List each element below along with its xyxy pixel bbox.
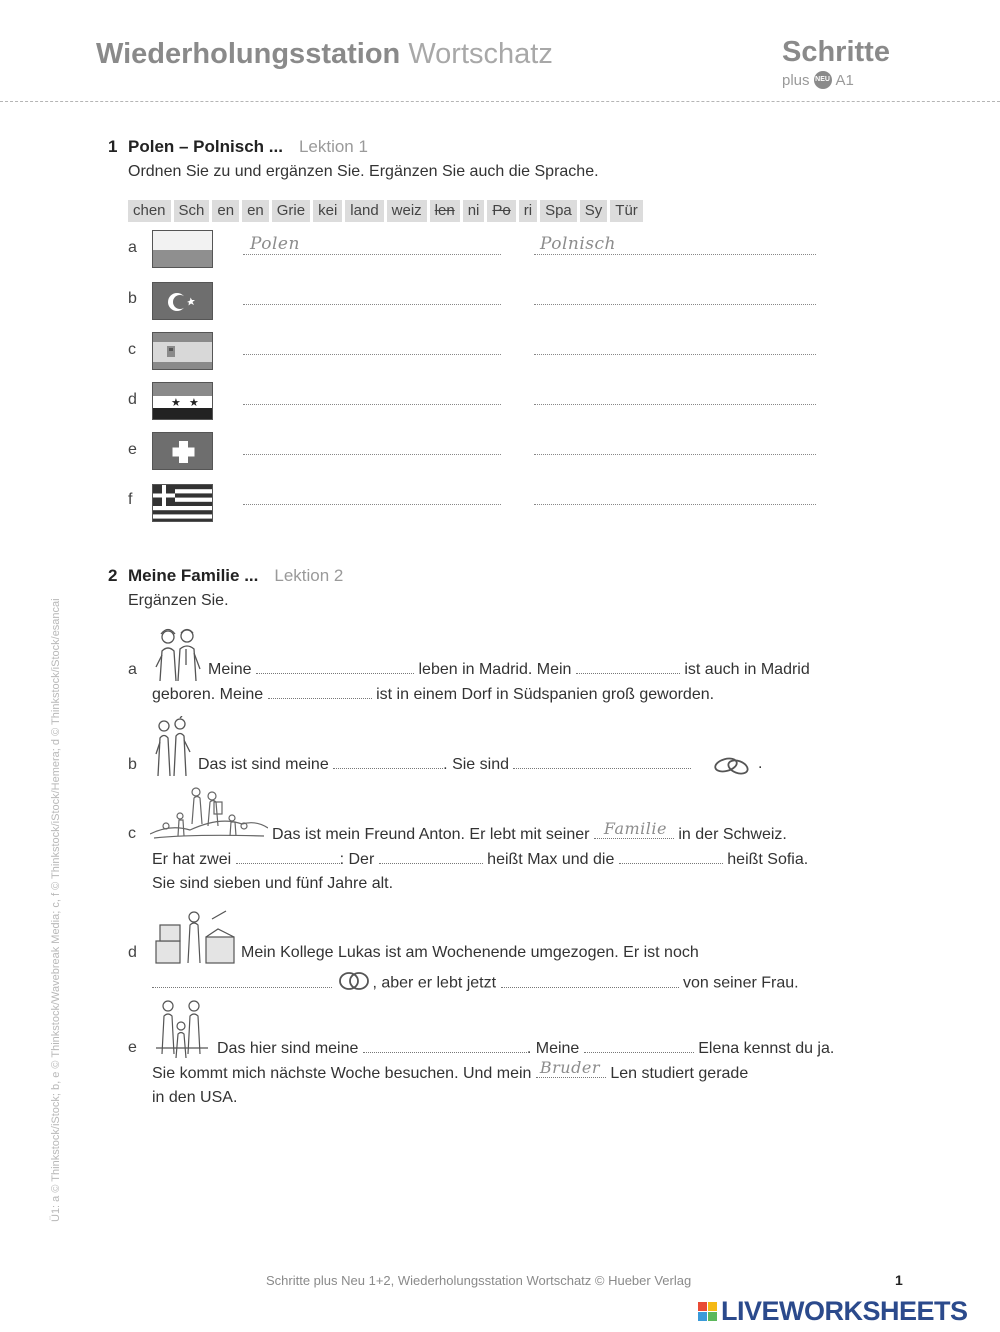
row-letter: c [128, 341, 136, 358]
row-letter: e [128, 441, 137, 458]
sentence-text: leben in Madrid. Mein [418, 661, 572, 678]
sentence-text: Er hat zwei [152, 851, 232, 868]
sentence-text: Das hier sind meine [217, 1040, 359, 1057]
greece-flag-icon [152, 484, 213, 522]
syllable-chip[interactable]: kei [313, 200, 342, 222]
liveworksheets-logo-icon [698, 1302, 717, 1321]
gap-input[interactable] [584, 1039, 694, 1053]
syllable-chip[interactable]: Grie [272, 200, 310, 222]
sentence-line: in den USA. [152, 1089, 238, 1106]
family-hiking-illustration-icon [150, 782, 268, 847]
lesson-label: Lektion 2 [274, 566, 344, 585]
syllable-chip[interactable]: land [345, 200, 383, 222]
gap-input[interactable] [576, 660, 680, 674]
header-divider [0, 101, 1000, 102]
language-input[interactable] [534, 354, 816, 355]
language-input[interactable] [534, 304, 816, 305]
svg-text:★: ★ [189, 396, 199, 409]
grandparents-illustration-icon [150, 625, 206, 686]
siblings-illustration-icon [152, 996, 212, 1065]
country-input[interactable] [243, 454, 501, 455]
country-input[interactable] [243, 404, 501, 405]
syllable-chip[interactable]: Tür [610, 200, 643, 222]
syria-flag-icon [152, 382, 213, 420]
syllable-chip[interactable]: Spa [540, 200, 577, 222]
row-letter: f [128, 491, 133, 508]
gap-input[interactable] [513, 755, 691, 769]
syllable-chip[interactable]: weiz [387, 200, 427, 222]
sentence-text: Len studiert gerade [610, 1065, 749, 1082]
brand-level: A1 [835, 71, 854, 89]
moving-boxes-illustration-icon [152, 907, 238, 972]
gap-input[interactable] [501, 974, 679, 988]
exercise-1-instruction: Ordnen Sie zu und ergänzen Sie. Ergänzen Sie auch die Sprache. [128, 163, 599, 180]
language-input[interactable] [534, 504, 816, 505]
language-answer: Polnisch [540, 234, 617, 254]
sentence-line [152, 685, 714, 704]
row-letter: d [128, 391, 137, 408]
wedding-rings-icon [336, 969, 372, 998]
liveworksheets-logo [698, 1296, 968, 1327]
syllable-chip[interactable]: en [242, 200, 269, 222]
sentence-text: Das ist sind meine [198, 756, 329, 773]
sentence-text: ist in einem Dorf in Südspanien groß geworden. [376, 686, 715, 703]
country-input[interactable] [243, 354, 501, 355]
sentence-line [208, 660, 810, 679]
handwritten-answer: Bruder [539, 1058, 600, 1077]
sentence-end: . [758, 755, 763, 772]
svg-text:★: ★ [171, 396, 181, 409]
sentence-text: ist auch in Madrid [684, 661, 810, 678]
photo-credit: Ü1: a © Thinkstock/iStock; b, e © Thinkstock/Wavebreak Media; c, f © Thinkstock/iStock/Hemera; d © Thinkstock/iStock/esancai [50, 598, 62, 1222]
gap-input[interactable] [363, 1039, 527, 1053]
liveworksheets-wordmark: LIVEWORKSHEETS [721, 1296, 968, 1326]
page-title-bold: Wiederholungsstation [96, 38, 401, 70]
sentence-line [198, 755, 691, 774]
sentence-text: Elena kennst du ja. [698, 1040, 835, 1057]
gap-input[interactable] [152, 974, 332, 988]
item-letter: d [128, 944, 137, 961]
page-title-light: Wortschatz [408, 38, 553, 70]
row-letter: b [128, 290, 137, 307]
poland-flag-icon [152, 230, 213, 268]
lesson-label: Lektion 1 [298, 137, 368, 156]
sentence-text: Das ist mein Freund Anton. Er lebt mit seiner [272, 826, 590, 843]
sentence-text: geboren. Meine [152, 686, 264, 703]
country-input[interactable] [243, 504, 501, 505]
exercise-2-instruction: Ergänzen Sie. [128, 592, 229, 609]
switzerland-flag-icon [152, 432, 213, 470]
handwritten-answer: Familie [603, 819, 667, 838]
sentence-text: heißt Max und die [487, 851, 615, 868]
sentence-text: : Der [339, 851, 375, 868]
exercise-title: Polen – Polnisch ... [128, 137, 283, 156]
gap-input[interactable] [619, 850, 723, 864]
couple-illustration-icon [152, 716, 194, 781]
country-input[interactable] [243, 254, 501, 255]
brand-subline [782, 71, 854, 89]
exercise-2-heading [108, 566, 343, 586]
sentence-text: . Meine [526, 1040, 580, 1057]
turkey-flag-icon [152, 282, 213, 320]
item-letter: a [128, 661, 137, 678]
brand-logo: Schritte [782, 36, 890, 68]
exercise-number: 2 [108, 566, 118, 585]
language-input[interactable] [534, 254, 816, 255]
sentence-text: , aber er lebt jetzt [372, 974, 497, 992]
country-input[interactable] [243, 304, 501, 305]
syllable-bank [128, 200, 643, 222]
syllable-chip[interactable]: ni [463, 200, 485, 222]
gap-input[interactable] [268, 685, 372, 699]
sentence-line: Mein Kollege Lukas ist am Wochenende umgezogen. Er ist noch [241, 944, 699, 961]
item-letter: c [128, 825, 136, 842]
sentence-line [152, 1058, 749, 1083]
syllable-chip-used[interactable]: Po [487, 200, 515, 222]
footer-credit: Schritte plus Neu 1+2, Wiederholungsstation Wortschatz © Hueber Verlag [266, 1273, 692, 1288]
brand-plus: plus [782, 71, 810, 89]
sentence-text: heißt Sofia. [727, 851, 809, 868]
page-title [96, 38, 553, 71]
syllable-chip[interactable]: chen [128, 200, 171, 222]
sentence-line [272, 819, 787, 844]
item-letter: b [128, 756, 137, 773]
syllable-chip[interactable]: en [212, 200, 239, 222]
gap-input[interactable] [333, 755, 443, 769]
sentence-line [152, 850, 808, 869]
exercise-1-heading [108, 137, 368, 157]
spain-flag-icon [152, 332, 213, 370]
sentence-text: in der Schweiz. [678, 826, 787, 843]
sentence-text: . Sie sind [443, 756, 509, 773]
sentence-line [217, 1039, 834, 1058]
page-number: 1 [895, 1272, 903, 1288]
sentence-text: von seiner Frau. [682, 974, 799, 992]
gap-input[interactable] [256, 660, 414, 674]
language-input[interactable] [534, 454, 816, 455]
gap-input[interactable] [536, 1058, 606, 1078]
gap-input[interactable] [594, 819, 674, 839]
row-letter: a [128, 239, 137, 256]
neu-badge: NEU [814, 71, 832, 89]
sentence-line [152, 969, 799, 998]
exercise-title: Meine Familie ... [128, 566, 259, 585]
item-letter: e [128, 1039, 137, 1056]
syllable-chip[interactable]: ri [519, 200, 537, 222]
gap-input[interactable] [379, 850, 483, 864]
gap-input[interactable] [236, 850, 340, 864]
wedding-rings-icon [708, 752, 756, 783]
syllable-chip[interactable]: Sch [174, 200, 210, 222]
syllable-chip-used[interactable]: len [430, 200, 460, 222]
exercise-number: 1 [108, 137, 118, 156]
language-input[interactable] [534, 404, 816, 405]
sentence-line: Sie sind sieben und fünf Jahre alt. [152, 875, 394, 892]
sentence-text: Meine [208, 661, 252, 678]
country-answer: Polen [250, 234, 300, 254]
sentence-text: Sie kommt mich nächste Woche besuchen. Und mein [152, 1065, 532, 1082]
syllable-chip[interactable]: Sy [580, 200, 608, 222]
